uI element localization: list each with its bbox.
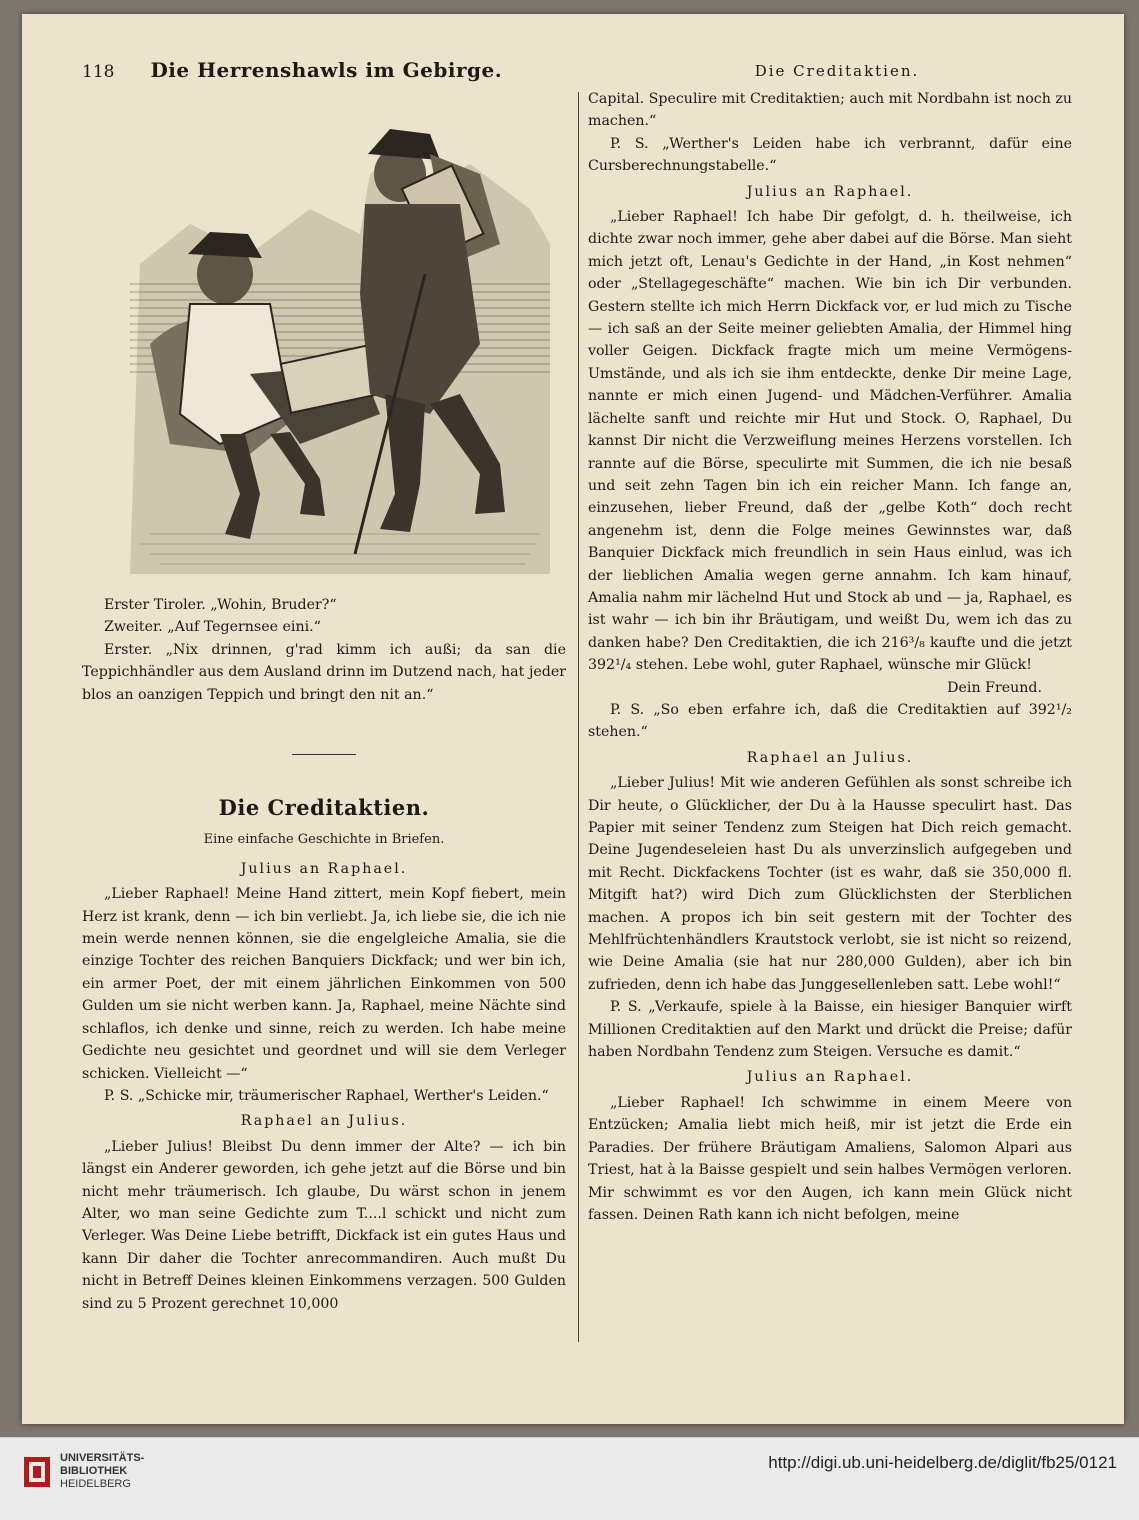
running-title-right: Die Creditaktien. xyxy=(754,62,920,80)
letter-body-5: „Lieber Raphael! Ich schwimme in einem Meere von Entzücken; Amalia liebt mich heiß, mir ist jetzt die Erde ein Paradies. Der frühere Bräutigam Amaliens, Salomon Alpari aus Triest, hat à la Baisse gespielt und sein halbes Vermögen verloren. Mir schwimmt es vor den Augen, ich kann mein Glück nicht fassen. Deinen Rath kann ich nicht befolgen, meine xyxy=(588,1094,1072,1223)
continued-ps: P. S. „Werther's Leiden habe ich verbrannt, dafür eine Cursberechnungstabelle.“ xyxy=(588,135,1072,175)
dialogue-line-2: Zweiter. „Auf Tegernsee eini.“ xyxy=(104,619,321,636)
university-seal-icon xyxy=(22,1455,52,1489)
letter-body-4: „Lieber Julius! Mit wie anderen Gefühlen als sonst schreibe ich Dir heute, o Glücklicher, der Du à la Hausse speculirt hast. Das Papier mit seiner Tendenz zum Steigen hat Dich reich gemacht. Deine Jugendeseleien hast Du als unverzinslich aufgegeben und mit Recht. Dickfackens Tochter (ist es wahr, daß sie 350,000 fl. Mitgift hat?) wird Dich zum Glücklichsten der Sterblichen machen. A propos ich bin seit gestern mit der Tochter des Mehlfrüchtenhändlers Krautstock verlobt, sie ist nicht so reizend, wie Deine Amalia (sie hat nur 280,000 Gulden), aber ich bin zufrieden, denn ich habe das Junggesellenleben satt. Lebe wohl!“ xyxy=(588,775,1072,993)
page-number: 118 xyxy=(82,62,115,82)
letter-heading-3: Julius an Raphael. xyxy=(746,183,914,200)
letter-ps-4: P. S. „Verkaufe, spiele à la Baisse, ein hiesiger Banquier wirft Millionen Creditaktien auf den Markt und drückt die Preise; dafür haben Nordbahn Tendenz zum Steigen. Versuche es damit.“ xyxy=(588,999,1072,1061)
letter-heading-4: Raphael an Julius. xyxy=(746,749,914,766)
story-title: Die Creditaktien. xyxy=(218,795,430,821)
letter-body-3: „Lieber Raphael! Ich habe Dir gefolgt, d. h. theilweise, ich dichte zwar noch immer, gehe aber dabei auf die Börse. Man sieht mich jetzt oft, Lenau's Gedichte in der Hand, „in Kost nehmen“ oder „Stellagegeschäfte“ machen. Wie bin ich Dir verbunden. Gestern stellte ich mich Herrn Dickfack vor, er lud mich zu Tische — ich saß an der Seite meiner geliebten Amalia, der Himmel hing voller Geigen. Dickfack fragte mich um meine Vermögens-Umstände, und als ich sie ihm entdeckte, denke Dir meine Lage, nannte er mich einen Jugend- und Mädchen-Verführer. Amalia lächelte sanft und reichte mir Hut und Stock. O, Raphael, Du kannst Dir nicht die Verzweiflung meines Herzens vorstellen. Ich rannte auf die Börse, speculirte mit Summen, die ich nie besaß und seit zehn Tagen bin ich ein reicher Mann. Ich fange an, einzusehen, lieber Freund, daß der „gelbe Koth“ doch recht angenehm ist, denn die Folge meines Gewinnstes war, daß Banquier Dickfack mich freundlich in sein Haus einlud, was ich der lieblichen Amalia wegen gerne annahm. Ich kam hinauf, Amalia nahm mir lächelnd Hut und Stock ab und — ja, Raphael, es ist wahr — ich bin ihr Bräutigam, und weißt Du, wem ich das zu danken habe? Den Creditaktien, die ich 216³/₈ kaufte und die jetzt 392¹/₄ stehen. Lebe wohl, guter Raphael, wünsche mir Glück! xyxy=(588,209,1072,674)
library-name-line-3: HEIDELBERG xyxy=(60,1478,131,1490)
page-header-left xyxy=(82,58,582,82)
running-title-left: Die Herrenshawls im Gebirge. xyxy=(150,58,503,82)
illustration-two-tyroleans xyxy=(130,114,550,574)
letter-heading-5: Julius an Raphael. xyxy=(746,1069,914,1086)
library-name xyxy=(60,1452,144,1491)
story-subtitle: Eine einfache Geschichte in Briefen. xyxy=(203,832,445,848)
viewer-footer xyxy=(0,1437,1139,1520)
library-logo[interactable] xyxy=(22,1452,144,1491)
letter-ps-3: P. S. „So eben erfahre ich, daß die Creditaktien auf 392¹/₂ stehen.“ xyxy=(588,701,1072,741)
letter-heading-2: Raphael an Julius. xyxy=(240,1113,408,1130)
letter-ps-1: P. S. „Schicke mir, träumerischer Raphael, Werther's Leiden.“ xyxy=(104,1087,549,1104)
section-rule xyxy=(292,754,356,755)
library-name-line-1: UNIVERSITÄTS- xyxy=(60,1452,145,1464)
letter-heading-1: Julius an Raphael. xyxy=(240,860,408,877)
right-column xyxy=(588,88,1072,1226)
column-divider xyxy=(578,92,579,1342)
letter-body-2: „Lieber Julius! Bleibst Du denn immer der Alte? — ich bin längst ein Anderer geworden, ich gehe jetzt auf die Börse und bin nicht mehr träumerisch. Ich glaube, Du wärst schon in jenem Alter, wo man seine Gedichte zum T....l schickt und nicht zum Verleger. Was Deine Liebe betrifft, Dickfack ist ein gutes Haus und kann Dir daher die Tochter anrecommandiren. Auch mußt Du nicht in Betreff Deines kleinen Einkommens verzagen. 500 Gulden sind zu 5 Prozent gerechnet 10,000 xyxy=(82,1138,566,1312)
library-name-line-2: BIBLIOTHEK xyxy=(60,1465,128,1477)
dialogue-line-3: Erster. „Nix drinnen, g'rad kimm ich außi; da san die Teppichhändler aus dem Ausland drinn im Dutzend nach, hat jeder blos an oanzigen Teppich und bringt den nit an.“ xyxy=(82,641,566,703)
left-column xyxy=(82,594,566,1315)
document-page xyxy=(22,14,1124,1424)
letter-body-1: „Lieber Raphael! Meine Hand zittert, mein Kopf fiebert, mein Herz ist krank, denn — ich bin verliebt. Ja, ich liebe sie, die ich nie mein werde nennen können, sie die engelgleiche Amalia, sie die einzige Tochter des reichen Banquiers Dickfack; und wer bin ich, ein armer Poet, der mit einem jährlichen Einkommen von 500 Gulden um sie nicht werben kann. Ja, Raphael, meine Nächte sind schlaflos, ich denke und sinne, reich zu werden. Ich habe meine Gedichte neu gesichtet und geordnet und will sie dem Verleger schicken. Vielleicht —“ xyxy=(82,886,566,1082)
letter-signature-3: Dein Freund. xyxy=(947,679,1042,696)
continued-text: Capital. Speculire mit Creditaktien; auch mit Nordbahn ist noch zu machen.“ xyxy=(588,91,1072,130)
dialogue-line-1: Erster Tiroler. „Wohin, Bruder?“ xyxy=(104,597,337,613)
permalink-url[interactable]: http://digi.ub.uni-heidelberg.de/diglit/fb25/0121 xyxy=(768,1453,1117,1472)
